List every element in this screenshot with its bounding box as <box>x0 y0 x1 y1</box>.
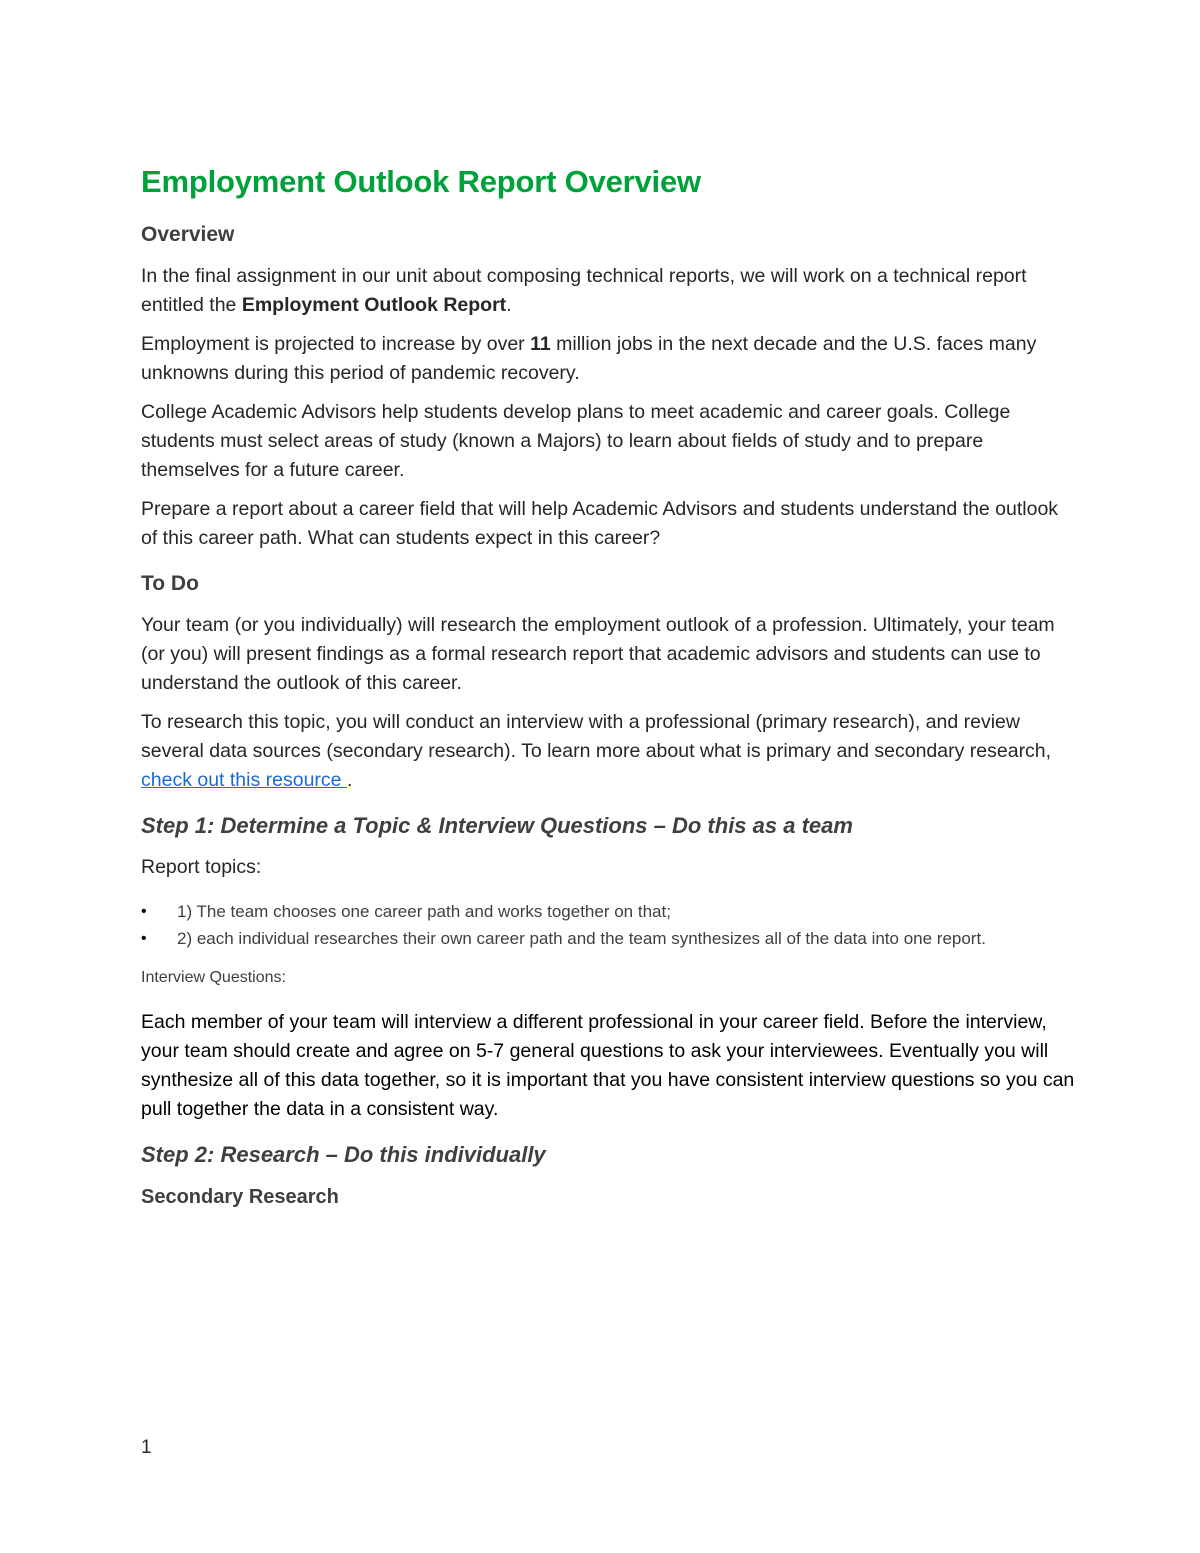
overview-paragraph-4: Prepare a report about a career field that will help Academic Advisors and students understand the outlook of this career path. What can students expect in this career? <box>141 498 1059 549</box>
overview-paragraph-1 <box>141 262 1076 320</box>
overview-heading: Overview <box>141 223 235 246</box>
document-content <box>141 160 1076 1214</box>
todo-paragraph-2 <box>141 708 1076 795</box>
jobs-number-bold: 11 <box>530 333 551 355</box>
overview-paragraph-3: College Academic Advisors help students develop plans to meet academic and career goals. College students must select areas of study (known a Majors) to learn about fields of study and to prepare themselves for a future career. <box>141 401 1011 481</box>
interview-questions-label: Interview Questions: <box>141 969 286 986</box>
bullet-icon: • <box>141 903 147 920</box>
todo-heading: To Do <box>141 572 199 595</box>
document-title: Employment Outlook Report Overview <box>141 164 701 199</box>
todo-p2-text: To research this topic, you will conduct an interview with a professional (primary research), and review several data sources (secondary research). To learn more about what is primary and secondary research, <box>141 711 1052 762</box>
interview-paragraph: Each member of your team will interview a different professional in your career field. Before the interview, your team should create and agree on 5-7 general questions to ask your interviewees. Eventually you will synthesize all of this data together, so it is important that you have consistent interview questions so you can pull together the data in a consistent way. <box>141 1011 1075 1120</box>
todo-paragraph-1: Your team (or you individually) will research the employment outlook of a profession. Ultimately, your team (or you) will present findings as a formal research report that academic advisors and students can use to understand the outlook of this career. <box>141 614 1055 694</box>
bullet-icon: • <box>141 930 147 947</box>
report-name-bold: Employment Outlook Report <box>241 294 507 316</box>
overview-p2-text: Employment is projected to increase by over <box>141 333 531 355</box>
page-number: 1 <box>141 1437 152 1458</box>
overview-p1-text: In the final assignment in our unit about composing technical reports, we will work on a technical report entitled the <box>141 265 1027 316</box>
overview-p2-end: million jobs in the next decade and the U.S. faces many unknowns during this period of pandemic recovery. <box>141 333 1037 384</box>
todo-p2-end: . <box>346 769 353 791</box>
list-item <box>141 898 1076 925</box>
secondary-research-heading: Secondary Research <box>141 1186 339 1208</box>
list-item-text: 1) The team chooses one career path and works together on that; <box>177 902 671 921</box>
report-topics-label: Report topics: <box>141 856 262 878</box>
step2-heading: Step 2: Research – Do this individually <box>141 1142 546 1167</box>
list-item <box>141 925 1076 952</box>
step1-heading: Step 1: Determine a Topic & Interview Questions – Do this as a team <box>141 813 853 838</box>
resource-link[interactable]: check out this resource <box>141 769 347 791</box>
overview-p1-end: . <box>506 294 512 316</box>
report-topics-list <box>141 898 1076 952</box>
overview-paragraph-2 <box>141 330 1076 388</box>
list-item-text: 2) each individual researches their own career path and the team synthesizes all of the data into one report. <box>177 929 986 948</box>
